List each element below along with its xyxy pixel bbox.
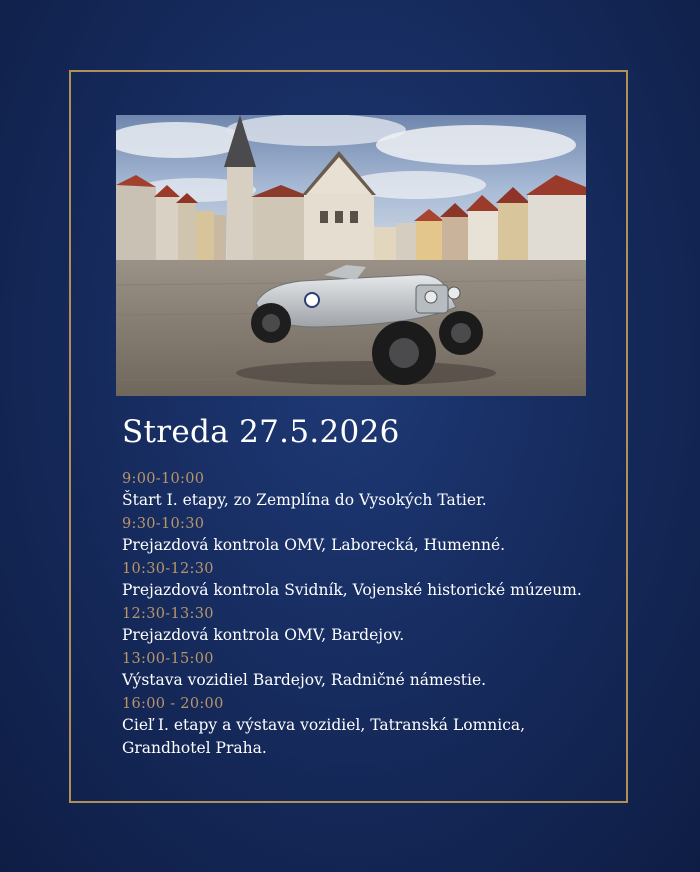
schedule-time: 13:00-15:00 bbox=[122, 651, 214, 667]
schedule-item bbox=[122, 695, 612, 760]
schedule-item bbox=[122, 605, 612, 647]
schedule-description: Prejazdová kontrola OMV, Bardejov. bbox=[122, 626, 405, 644]
schedule-item bbox=[122, 650, 612, 692]
schedule-time: 12:30-13:30 bbox=[122, 606, 214, 622]
schedule-description: Výstava vozidiel Bardejov, Radničné námestie. bbox=[122, 671, 487, 689]
schedule-item bbox=[122, 560, 612, 602]
schedule-time: 9:30-10:30 bbox=[122, 516, 205, 532]
schedule-description: Prejazdová kontrola OMV, Laborecká, Humenné. bbox=[122, 536, 506, 554]
schedule-list bbox=[122, 470, 612, 763]
schedule-description: Cieľ I. etapy a výstava vozidiel, Tatranská Lomnica, Grandhotel Praha. bbox=[122, 716, 526, 757]
page-title: Streda 27.5.2026 bbox=[122, 414, 400, 450]
schedule-item bbox=[122, 470, 612, 512]
vintage-car-photo bbox=[116, 115, 586, 396]
schedule-item bbox=[122, 515, 612, 557]
schedule-time: 10:30-12:30 bbox=[122, 561, 214, 577]
schedule-description: Štart I. etapy, zo Zemplína do Vysokých Tatier. bbox=[122, 491, 487, 509]
schedule-time: 16:00 - 20:00 bbox=[122, 696, 224, 712]
schedule-time: 9:00-10:00 bbox=[122, 471, 205, 487]
schedule-description: Prejazdová kontrola Svidník, Vojenské historické múzeum. bbox=[122, 581, 582, 599]
